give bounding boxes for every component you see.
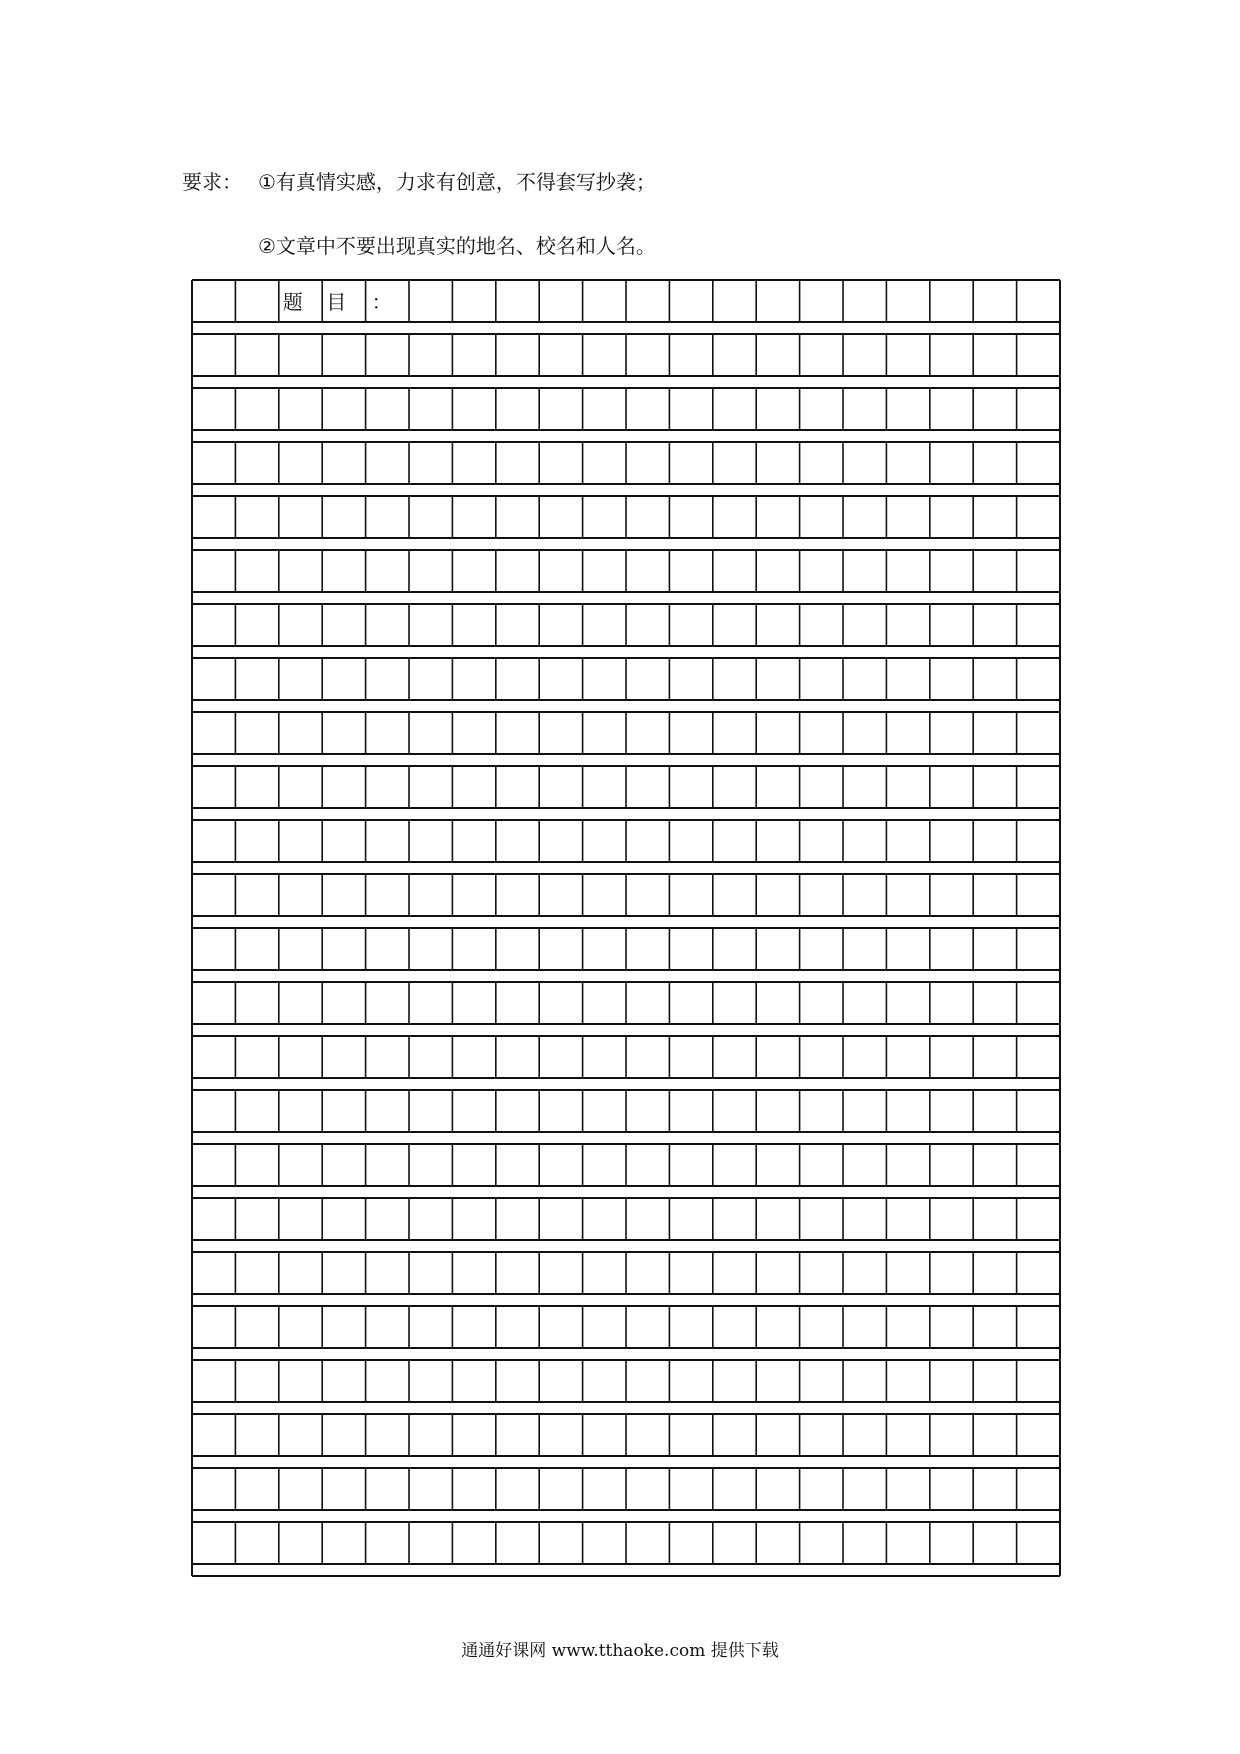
requirement-item-2: ②文章中不要出现真实的地名、校名和人名。 [258,234,656,258]
title-cell-text: 题 [282,290,303,314]
title-cell-text: ： [371,290,392,314]
requirement-item-1: ①有真情实感，力求有创意，不得套写抄袭； [258,170,656,194]
title-cell-text: 目 [326,290,347,314]
footer-credit: 通通好课网 www.tthaoke.com 提供下载 [461,1641,779,1661]
requirements-label: 要求： [182,170,242,194]
